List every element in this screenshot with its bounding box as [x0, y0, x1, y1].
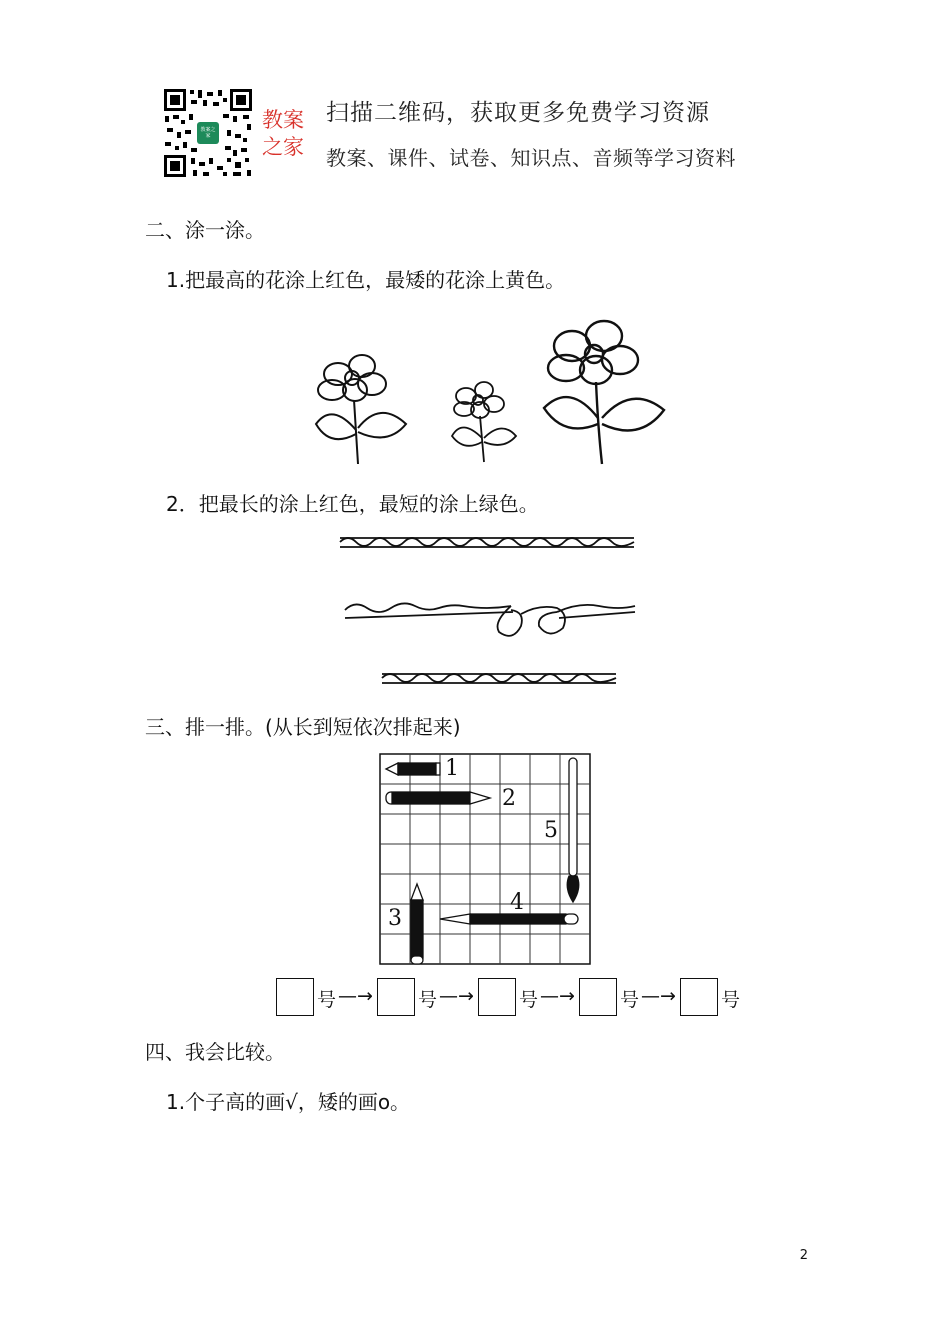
- pencil-label-2: 2: [502, 786, 516, 811]
- answer-arrow-4: —→: [641, 985, 676, 1007]
- answer-arrow-3: —→: [540, 985, 575, 1007]
- page-number: 2: [799, 1248, 808, 1263]
- rope-1: [338, 530, 638, 554]
- rope-3: [380, 666, 620, 690]
- answer-box-4[interactable]: [579, 978, 617, 1016]
- header-line-2: 教案、课件、试卷、知识点、音频等学习资料: [326, 146, 736, 170]
- answer-box-5[interactable]: [680, 978, 718, 1016]
- header-line-1: 扫描二维码，获取更多免费学习资源: [326, 100, 710, 126]
- answer-box-3[interactable]: [478, 978, 516, 1016]
- qr-center-label: 教案之家: [200, 127, 216, 139]
- rope-2: [343, 592, 638, 644]
- pencil-1: [386, 763, 440, 775]
- answer-box-1[interactable]: [276, 978, 314, 1016]
- pencil-label-3: 3: [388, 906, 402, 931]
- answer-arrow-2: —→: [439, 985, 474, 1007]
- brand-logo-text: [262, 107, 304, 161]
- answer-unit-1: 号: [317, 989, 337, 1011]
- flower-medium: [310, 352, 410, 467]
- flower-tall: [540, 318, 670, 468]
- answer-unit-5: 号: [721, 989, 741, 1011]
- pencil-grid: [378, 752, 594, 968]
- brand-line-1: 教案: [262, 108, 304, 132]
- pencil-label-4: 4: [510, 890, 524, 915]
- qr-code: [163, 88, 253, 178]
- pencil-3: [411, 884, 423, 964]
- brush-5: [567, 758, 579, 902]
- answer-unit-3: 号: [519, 989, 539, 1011]
- answer-arrow-1: —→: [338, 985, 373, 1007]
- pencil-label-1: 1: [445, 756, 459, 781]
- section4-title: 四、我会比较。: [145, 1040, 285, 1064]
- pencil-label-5: 5: [544, 818, 558, 843]
- section3-title: 三、排一排。(从长到短依次排起来): [145, 715, 461, 739]
- brand-line-2: 之家: [262, 135, 304, 159]
- pencil-2: [386, 792, 490, 804]
- section2-title: 二、涂一涂。: [145, 218, 265, 242]
- answer-unit-2: 号: [418, 989, 438, 1011]
- answer-box-2[interactable]: [377, 978, 415, 1016]
- section2-question2: 2．把最长的涂上红色，最短的涂上绿色。: [166, 492, 539, 516]
- answer-unit-4: 号: [620, 989, 640, 1011]
- section4-question1: 1.个子高的画√，矮的画o。: [166, 1090, 411, 1114]
- pencil-4: [440, 914, 578, 924]
- flower-short: [450, 380, 520, 465]
- section2-question1: 1.把最高的花涂上红色，最矮的花涂上黄色。: [166, 268, 566, 292]
